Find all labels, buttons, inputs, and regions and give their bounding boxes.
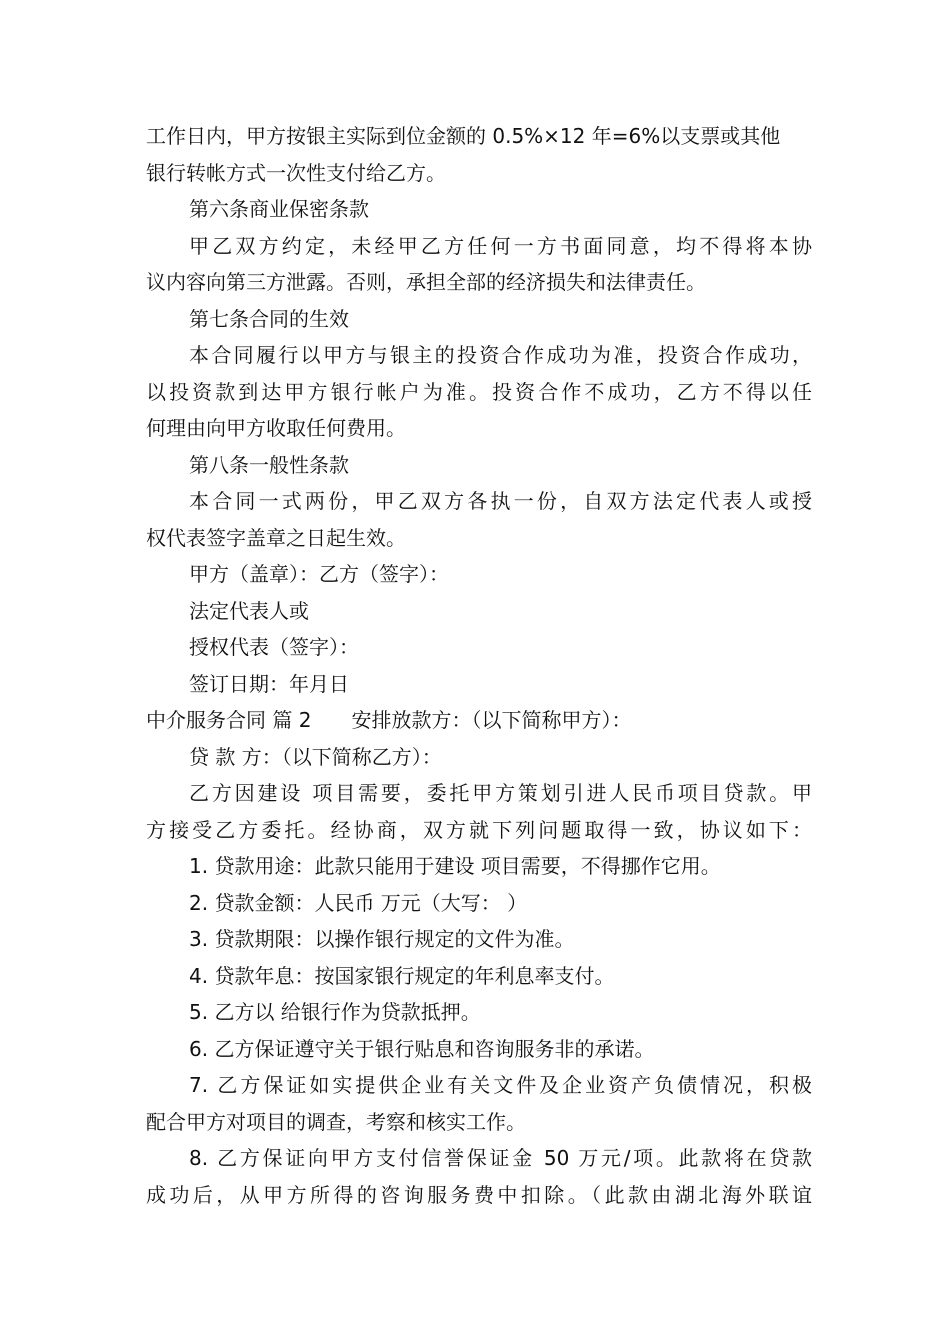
signature-line: 授权代表（签字）： bbox=[189, 635, 359, 659]
list-item: 6. 乙方保证遵守关于银行贴息和咨询服务非的承诺。 bbox=[189, 1036, 655, 1061]
text-line: 方接受乙方委托。经协商，双方就下列问题取得一致，协议如下： bbox=[146, 817, 812, 842]
section-heading: 第八条一般性条款 bbox=[189, 452, 349, 477]
text-line: 何理由向甲方收取任何费用。 bbox=[146, 416, 406, 440]
signature-line: 甲方（盖章）：乙方（签字）： bbox=[189, 562, 449, 586]
signature-line: 法定代表人或 bbox=[189, 598, 309, 623]
list-item: 1. 贷款用途：此款只能用于建设 项目需要，不得挪作它用。 bbox=[189, 854, 721, 878]
list-item: 4. 贷款年息：按国家银行规定的年利息率支付。 bbox=[189, 963, 615, 988]
text-line: 本合同履行以甲方与银主的投资合作成功为准，投资合作成功， bbox=[189, 343, 812, 367]
document-body bbox=[146, 118, 812, 1213]
list-item: 5. 乙方以 给银行作为贷款抵押。 bbox=[189, 1000, 481, 1024]
text-line: 权代表签字盖章之日起生效。 bbox=[146, 525, 406, 550]
text-line: 议内容向第三方泄露。否则，承担全部的经济损失和法律责任。 bbox=[146, 270, 706, 294]
text-line: 甲乙双方约定，未经甲乙方任何一方书面同意，均不得将本协 bbox=[189, 233, 812, 258]
text-line: 配合甲方对项目的调查，考察和核实工作。 bbox=[146, 1109, 526, 1134]
section-heading: 第六条商业保密条款 bbox=[189, 197, 369, 221]
list-item: 8. 乙方保证向甲方支付信誉保证金 50 万元/项。此款将在贷款 bbox=[189, 1146, 812, 1170]
contract-heading: 中介服务合同 篇 2 安排放款方：（以下简称甲方）： bbox=[146, 708, 632, 732]
text-line: 工作日内，甲方按银主实际到位金额的 0.5%×12 年=6%以支票或其他 bbox=[146, 124, 781, 148]
text-line: 银行转帐方式一次性支付给乙方。 bbox=[146, 160, 446, 185]
list-item: 3. 贷款期限：以操作银行规定的文件为准。 bbox=[189, 927, 575, 951]
text-line: 以投资款到达甲方银行帐户为准。投资合作不成功，乙方不得以任 bbox=[146, 379, 812, 404]
party-line: 贷 款 方：（以下简称乙方）： bbox=[189, 744, 442, 769]
text-line: 乙方因建设 项目需要，委托甲方策划引进人民币项目贷款。甲 bbox=[189, 781, 812, 805]
signing-date-line: 签订日期：年月日 bbox=[189, 671, 349, 696]
list-item: 7. 乙方保证如实提供企业有关文件及企业资产负债情况，积极 bbox=[189, 1073, 812, 1097]
list-item: 2. 贷款金额：人民币 万元（大写： ） bbox=[189, 890, 528, 915]
text-line: 成功后，从甲方所得的咨询服务费中扣除。（此款由湖北海外联谊 bbox=[146, 1182, 812, 1207]
text-line: 本合同一式两份，甲乙双方各执一份，自双方法定代表人或授 bbox=[189, 489, 812, 513]
section-heading: 第七条合同的生效 bbox=[189, 306, 349, 331]
